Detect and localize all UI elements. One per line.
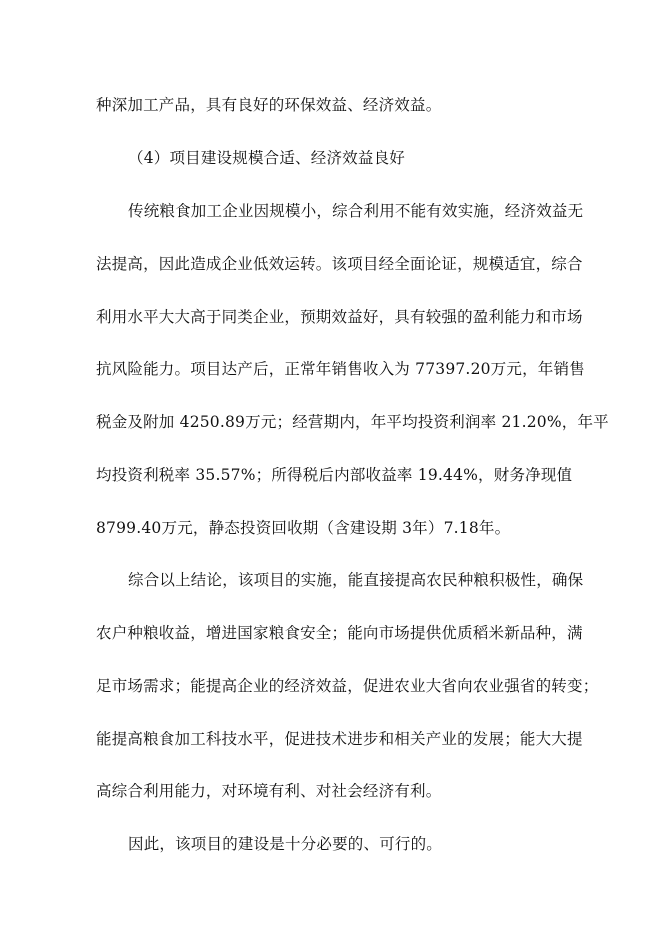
conclusion-line: 因此，该项目的建设是十分必要的、可行的。 [128, 835, 443, 853]
paragraph-line: 法提高，因此造成企业低效运转。该项目经全面论证，规模适宜，综合 [96, 255, 583, 273]
paragraph-line: 综合以上结论，该项目的实施，能直接提高农民种粮积极性，确保 [128, 571, 584, 589]
continuation-line: 种深加工产品，具有良好的环保效益、经济效益。 [96, 96, 442, 114]
paragraph-line: 抗风险能力。项目达产后，正常年销售收入为 77397.20万元，年销售 [96, 360, 585, 378]
section-heading: （4）项目建设规模合适、经济效益良好 [128, 149, 405, 167]
paragraph-line: 均投资利税率 35.57%；所得税后内部收益率 19.44%，财务净现值 [96, 466, 573, 484]
paragraph-line: 能提高粮食加工科技水平，促进技术进步和相关产业的发展；能大大提 [96, 730, 583, 748]
paragraph-line: 税金及附加 4250.89万元；经营期内，年平均投资利润率 21.20%，年平 [96, 413, 609, 431]
paragraph-line: 8799.40万元，静态投资回收期（含建设期 3年）7.18年。 [96, 519, 511, 537]
paragraph-line: 利用水平大大高于同类企业，预期效益好，具有较强的盈利能力和市场 [96, 308, 583, 326]
paragraph-line: 高综合利用能力，对环境有利、对社会经济有利。 [96, 782, 442, 800]
paragraph-line: 农户种粮收益，增进国家粮食安全；能向市场提供优质稻米新品种，满 [96, 624, 583, 642]
paragraph-line: 传统粮食加工企业因规模小，综合利用不能有效实施，经济效益无 [128, 202, 584, 220]
paragraph-line: 足市场需求；能提高企业的经济效益，促进农业大省向农业强省的转变； [96, 677, 599, 695]
